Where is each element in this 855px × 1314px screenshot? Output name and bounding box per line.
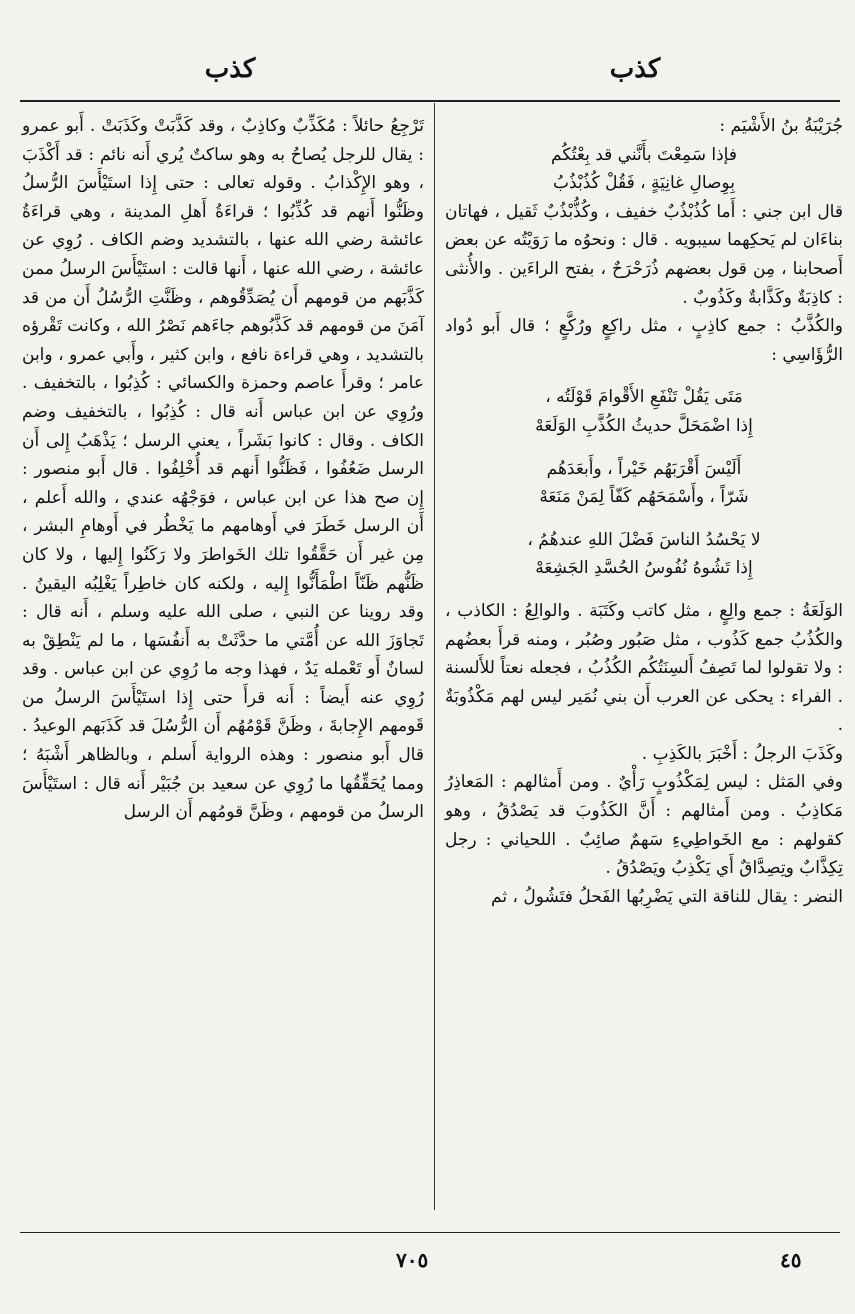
header-rule	[20, 100, 840, 102]
column-divider	[434, 103, 435, 1210]
page-number-left: ٧٠٥	[396, 1248, 429, 1272]
verse-line: إِذا تَشُوهُ نُفُوسُ الحُسَّدِ الجَشِعَهْ	[535, 558, 753, 579]
verse-line: لا يَحْسُدُ الناسَ فَضْلَ اللهِ عندهُمُ ،	[527, 529, 761, 550]
verse-line: أَلَيْسَ أَقْرَبَهُم خَيْراً ، وأَبعَدَهُم	[546, 458, 742, 479]
footer-rule	[20, 1232, 840, 1233]
verse-line: إِذا اضْمَحَلَّ حديثُ الكُذَّبِ الوَلَعَهْ	[535, 415, 753, 436]
header-word-right: كذب	[609, 54, 661, 84]
verse-line: بِوِصالِ غانِيَةٍ ، فَقُلْ كُذُبْذُبُ	[553, 173, 735, 194]
paragraph: الوَلَعَةُ : جمع والِعٍ ، مثل كاتب وكَتَبَة . والوالِعُ : الكاذب ، والكُذُبُ جمع كَذُوب ، مثل صَبُور وصُبُر ، ومنه قرأَ بعضُهم : ولا تقولوا لما تَصِفُ أَلسِنَتُكُم الكُذُبُ ، فجعله نعتاً للأَلسنة . الفراء : يحكى عن العرب أَن بني نُمَير ليس لهم مَكْذُوبَةٌ .	[445, 600, 843, 736]
verse-line: شَرّاً ، وأَسْمَحَهُم كَفّاً لِمَنْ مَنَعَهْ	[539, 487, 749, 508]
verse-line: فإذا سَمِعْتَ بأَنَّني قد بِعْتُكُم	[551, 144, 737, 165]
paragraph: النضر : يقال للناقة التي يَضْرِبُها الفَحلُ فتَشُولُ ، ثم	[491, 886, 843, 907]
paragraph: تَرْجِعُ حائلاً : مُكَذِّبٌ وكاذِبٌ ، وقد كَذَّبَتْ وكَذَبَتْ . أَبو عمرو : يقال للرجل يُصاحُ به وهو ساكتٌ يُري أَنه نائم : قد أَكْذَبَ ، وهو الإِكْذابُ . وقوله تعالى : حتى إِذا استَيْأَسَ الرُّسلُ وظَنُّوا أَنهم قد كُذِّبُوا ؛ قراءَةُ أَهلِ المدينة ، وهي قراءَةُ عائشة رضي الله عنها ، بالتشديد وضم الكاف . رُوِي عن عائشة ، رضي الله عنها ، أَنها قالت : استَيْأَسَ الرسلُ ممن كَذَّبَهم من قومهم أَن يُصَدِّقُوهم ، وظَنَّتِ الرُّسُلُ أَن من قد آمَنَ من قومهم قد كَذَّبُوهم جاءَهم نَصْرُ الله ، وكانت تَقْرؤه بالتشديد ، وهي قراءة نافع ، وابن كثير ، وأَبي عمرو ، وابن عامر ؛ وقرأَ عاصم وحمزة والكسائي : كُذِبُوا ، بالتخفيف . ورُوِي عن ابن عباس أَنه قال : كُذِبُوا ، بالتخفيف وضم الكاف . وقال : كانوا بَشَراً ، يعني الرسل ؛ يَذْهَبُ إِلى أَن الرسل ضَعُفُوا ، فَظَنُّوا أَنهم قد أُخْلِفُوا . قال أَبو منصور : إِن صح هذا عن ابن عباس ، فوَجْهُه عندي ، والله أَعلم ، أَن الرسل خَطَرَ في أَوهامهم ما يَخْطُر في أَوهامِ البشر ، مِن غير أَن حَقَّقُوا تلك الخَواطرَ ولا رَكَنُوا إِليها ، ولا كان ظَنُّهم ظَنّاً اطْمَأَنُّوا إِليه ، ولكنه كان خاطِراً يَغْلِبُه اليقينُ . وقد روينا عن النبي ، صلى الله عليه وسلم ، أَنه قال : تَجاوَزَ الله عن أُمَّتي ما حدَّثَتْ به أَنفُسَها ، ما لم يَنْطِقْ به لسانٌ أَو تَعْمله يَدٌ ، فهذا وجه ما رُوِي عن ابن عباس . وقد رُوِي عنه أَيضاً : أَنه قرأَ حتى إِذا استَيْأَسَ الرسلُ من قَومهم الإِجابةَ ، وظَنَّ قَوْمُهُم أَن الرُّسُلَ قد كَذَبَهم الوعيدُ . قال أَبو منصور : وهذه الرواية أَسلم ، وبالظاهر أَشْبَهُ ؛ ومما يُحَقِّقُها ما رُوِي عن سعيد بن جُبَيْر أَنه قال : استَيْأَسَ الرسلُ من قومهم ، وظَنَّ قومُهم أَن الرسل	[22, 116, 424, 823]
verse-line: مَتَى يَقُلْ تَنْفَعِ الأَقْوامَ قَوْلَتُه ،	[545, 387, 743, 408]
paragraph: والكُذَّبُ : جمع كاذِبٍ ، مثل راكِعٍ ورُكَّعٍ ؛ قال أَبو دُواد الرُّؤَاسِي :	[445, 316, 843, 365]
left-column	[22, 112, 424, 827]
poet-attribution: جُرَيْبَةُ بنُ الأَشْيَم :	[719, 116, 843, 136]
paragraph: قال ابن جني : أَما كُذُبْذُبٌ خفيف ، وكُذُّبْذُبٌ ثَقيل ، فهاتان بناءَان لم يَحكِهما سيبويه . قال : ونحوُه ما رَوَيْتُه عن بعض أَصحابنا ، مِن قول بعضهم ذُرَحْرَحٌ ، بفتح الراءَين . والأُنثى : كاذِبَةٌ وكَذَّابةٌ وكَذُوبٌ .	[445, 201, 843, 308]
header-word-left: كذب	[204, 54, 256, 84]
page-number-right: ٤٥	[780, 1248, 802, 1272]
paragraph: وفي المَثل : ليس لِمَكْذُوبٍ رَأْيٌ . ومن أَمثالهم : المَعاذِرُ مَكاذِبُ . ومن أَمثالهم : أَنَّ الكَذُوبَ قد يَصْدُقُ ، وهو كقولهم : مع الخَواطِيءِ سَهمٌ صائِبٌ . اللحياني : رجل تِكِذَّابٌ وتِصِدَّاقٌ أَي يَكْذِبُ ويَصْدُقُ .	[445, 772, 843, 879]
paragraph: وكَذَبَ الرجلُ : أَخْبَرَ بالكَذِبِ .	[641, 743, 843, 764]
right-column	[445, 112, 843, 911]
